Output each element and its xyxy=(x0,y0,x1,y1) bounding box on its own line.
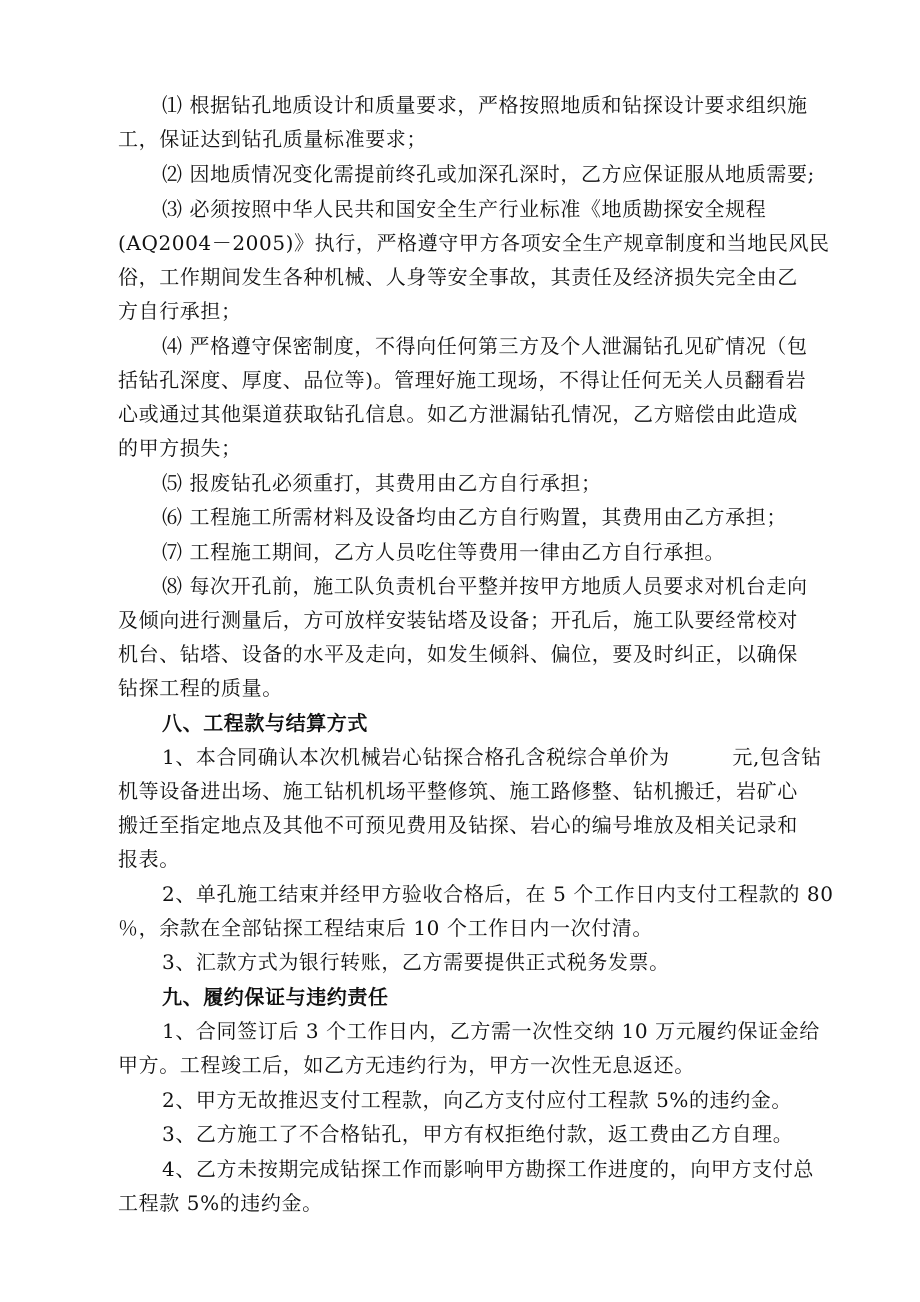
item-8-line-4: 钻探工程的质量。 xyxy=(118,676,283,700)
section-8-item-1-line-3: 搬迁至指定地点及其他不可预见费用及钻探、岩心的编号堆放及相关记录和 xyxy=(118,813,798,837)
section-9-item-4-line-1: 4、乙方未按期完成钻探工作而影响甲方勘探工作进度的，向甲方支付总 xyxy=(162,1157,814,1181)
item-7-line-1: ⑺ 工程施工期间，乙方人员吃住等费用一律由乙方自行承担。 xyxy=(162,540,726,564)
item-2-line-1: ⑵ 因地质情况变化需提前终孔或加深孔深时，乙方应保证服从地质需要; xyxy=(162,162,815,186)
section-8-item-2-line-2: ％，余款在全部钻探工程结束后 10 个工作日内一次付清。 xyxy=(118,916,653,940)
item-4-line-2: 括钻孔深度、厚度、品位等)。管理好施工现场，不得让任何无关人员翻看岩 xyxy=(118,368,807,392)
section-9-item-1-line-1: 1、合同签订后 3 个工作日内，乙方需一次性交纳 10 万元履约保证金给 xyxy=(162,1019,820,1043)
section-8-heading: 八、工程款与结算方式 xyxy=(162,711,368,735)
item-8-line-3: 机台、钻塔、设备的水平及走向，如发生倾斜、偏位，要及时纠正，以确保 xyxy=(118,642,798,666)
item-3-line-3: 俗，工作期间发生各种机械、人身等安全事故，其责任及经济损失完全由乙 xyxy=(118,265,798,289)
item-1-line-2: 工，保证达到钻孔质量标准要求； xyxy=(118,127,427,151)
section-8-item-2-line-1: 2、单孔施工结束并经甲方验收合格后，在 5 个工作日内支付工程款的 80 xyxy=(162,882,834,906)
item-6-line-1: ⑹ 工程施工所需材料及设备均由乙方自行购置，其费用由乙方承担； xyxy=(162,505,787,529)
item-3-line-2: (AQ2004－2005)》执行，严格遵守甲方各项安全生产规章制度和当地民风民 xyxy=(118,231,830,255)
section-9-heading: 九、履约保证与违约责任 xyxy=(162,985,389,1009)
item-5-line-1: ⑸ 报废钻孔必须重打，其费用由乙方自行承担； xyxy=(162,471,602,495)
item-8-line-1: ⑻ 每次开孔前，施工队负责机台平整并按甲方地质人员要求对机台走向 xyxy=(162,574,808,598)
item-4-line-4: 的甲方损失； xyxy=(118,436,242,460)
item-3-line-4: 方自行承担； xyxy=(118,299,242,323)
item-4-line-1: ⑷ 严格遵守保密制度，不得向任何第三方及个人泄漏钻孔见矿情况（包 xyxy=(162,334,808,358)
item-4-line-3: 心或通过其他渠道获取钻孔信息。如乙方泄漏钻孔情况，乙方赔偿由此造成 xyxy=(118,402,798,426)
section-8-item-1-line-2: 机等设备进出场、施工钻机机场平整修筑、施工路修整、钻机搬迁，岩矿心 xyxy=(118,779,798,803)
section-8-item-1-line-4: 报表。 xyxy=(118,847,180,871)
item-8-line-2: 及倾向进行测量后，方可放样安装钻塔及设备；开孔后，施工队要经常校对 xyxy=(118,608,798,632)
section-9-item-3-line-1: 3、乙方施工了不合格钻孔，甲方有权拒绝付款，返工费由乙方自理。 xyxy=(162,1122,794,1146)
section-9-item-4-line-2: 工程款 5%的违约金。 xyxy=(118,1191,323,1215)
item-3-line-1: ⑶ 必须按照中华人民共和国安全生产行业标准《地质勘探安全规程 xyxy=(162,197,767,221)
section-9-item-1-line-2: 甲方。工程竣工后，如乙方无违约行为，甲方一次性无息返还。 xyxy=(118,1053,695,1077)
section-8-item-3-line-1: 3、汇款方式为银行转账，乙方需要提供正式税务发票。 xyxy=(162,950,670,974)
section-8-item-1-line-1: 1、本合同确认本次机械岩心钻探合格孔含税综合单价为 元,包含钻 xyxy=(162,745,822,769)
section-9-item-2-line-1: 2、甲方无故推迟支付工程款，向乙方支付应付工程款 5%的违约金。 xyxy=(162,1088,793,1112)
item-1-line-1: ⑴ 根据钻孔地质设计和质量要求，严格按照地质和钻探设计要求组织施 xyxy=(162,93,808,117)
